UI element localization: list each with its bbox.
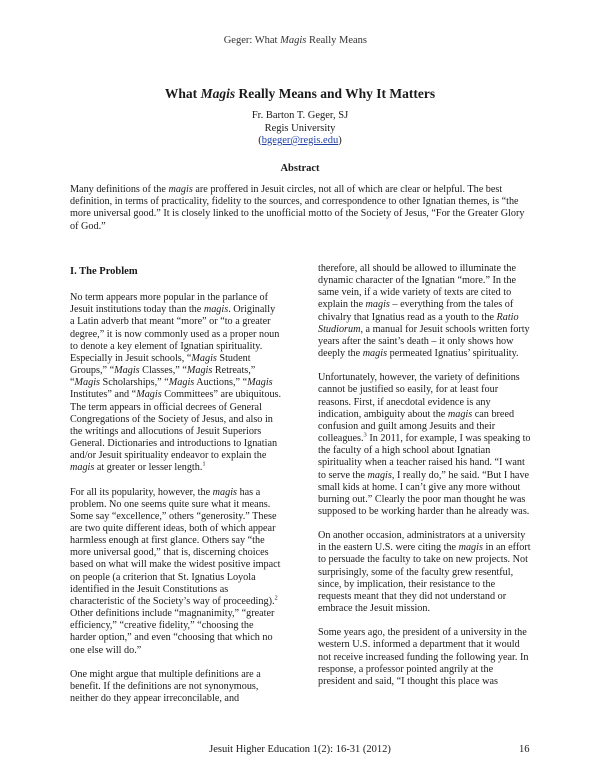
author-block bbox=[0, 110, 600, 148]
footer-journal: Jesuit Higher Education 1(2): 16-31 (2012) bbox=[209, 744, 391, 755]
author-email[interactable]: (bgeger@regis.edu) bbox=[258, 135, 342, 146]
footnote-ref[interactable]: 3 bbox=[363, 431, 367, 439]
author-email-link[interactable]: bgeger@regis.edu bbox=[261, 135, 339, 146]
paragraph: For all its popularity, however, the magis has a problem. No one seems quite sure what it means. Some say “excellence,” others “generosity.” These are two quite different ideas, both of which appear harmless enough at first glance. Others say “the more universal good,” that is, discerning choices based on what will make the widest positive impact on people (a criterion that St. Ignatius Loyola identified in the Jesuit Constitutions as characteristic of the Society’s way of proceeding).$^2$ Other definitions include “magnanimity,” “greater efficiency,” “creative fidelity,” “choosing the harder option,” and even “choosing that which no one else will do.” bbox=[70, 486, 281, 656]
running-head: Geger: What Magis Really Means bbox=[223, 35, 367, 46]
paragraph: No term appears more popular in the parlance of Jesuit institutions today than the magis. Originally a Latin adverb that meant “more” or “to a greater degree,” it is now commonly used as a proper noun to denote a key element of Ignatian spirituality. Especially in Jesuit schools, “Magis Student Groups,” “Magis Classes,” “Magis Retreats,” “Magis Scholarships,” “Magis Auctions,” “Magis Institutes” and “Magis Committees” are ubiquitous. The term appears in official decrees of General Congregations of the Society of Jesus, and also in the writings and allocutions of Jesuit Superiors General. Dictionaries and introductions to Ignatian and/or Jesuit spirituality endeavor to explain the magis at greater or lesser length.$^1$ bbox=[70, 292, 282, 474]
author-name: Fr. Barton T. Geger, SJ bbox=[251, 110, 349, 121]
left-column bbox=[70, 266, 282, 717]
footnote-ref[interactable]: 1 bbox=[202, 460, 206, 468]
abstract-text: Many definitions of the magis are proffered in Jesuit circles, not all of which are clear or helpful. The best definition, in terms of practicality, fidelity to the sources, and correspondence to other Ignatian themes, is “the more universal good.” It is closely linked to the unofficial motto of the Society of Jesus, “For the Greater Glory of God.” bbox=[70, 184, 525, 232]
page-number: 16 bbox=[519, 744, 530, 755]
author-affiliation: Regis University bbox=[264, 122, 336, 134]
paragraph: therefore, all should be allowed to illuminate the dynamic character of the Ignatian “more.” In the same vein, if a wide variety of texts are cited to explain the magis – everything from the tales of chivalry that Ignatius read as a youth to the Ratio Studiorum, a manual for Jesuit schools written forty years after the saint’s death – it only shows how deeply the magis permeated Ignatius’ spirituality. bbox=[318, 263, 530, 360]
paragraph: Some years ago, the president of a university in the western U.S. informed a department that it would not receive increased funding the following year. In response, a professor pointed angrily at the president and said, “I thought this place was bbox=[318, 627, 529, 687]
paragraph: Unfortunately, however, the variety of definitions cannot be justified so easily, for at least four reasons. First, if anecdotal evidence is any indication, ambiguity about the magis can breed confusion and guilt among Jesuits and their colleagues.$^3$ In 2011, for example, I was speaking to the faculty of a high school about Ignatian spirituality when a teacher raised his hand. “I want to serve the magis, I really do,” he said. “But I have small kids at home. I can’t give any more without burning out.” Clearly the poor man thought he was supposed to be working harder than he already was. bbox=[318, 372, 531, 517]
abstract-heading: Abstract bbox=[280, 163, 320, 174]
paragraph: One might argue that multiple definitions are a benefit. If the definitions are not synonymous, neither do they appear irreconcilable, and bbox=[70, 668, 261, 704]
paper-title: What Magis Really Means and Why It Matters bbox=[164, 86, 436, 101]
footnote-ref[interactable]: 2 bbox=[274, 594, 278, 602]
right-column bbox=[318, 263, 531, 700]
section-heading: I. The Problem bbox=[70, 266, 138, 277]
paragraph: On another occasion, administrators at a university in the eastern U.S. were citing the magis in an effort to persuade the faculty to take on new projects. Not surprisingly, some of the faculty grew resentful, since, by implication, their resistance to the requests meant that they did not understand or embrace the Jesuit mission. bbox=[318, 530, 531, 615]
